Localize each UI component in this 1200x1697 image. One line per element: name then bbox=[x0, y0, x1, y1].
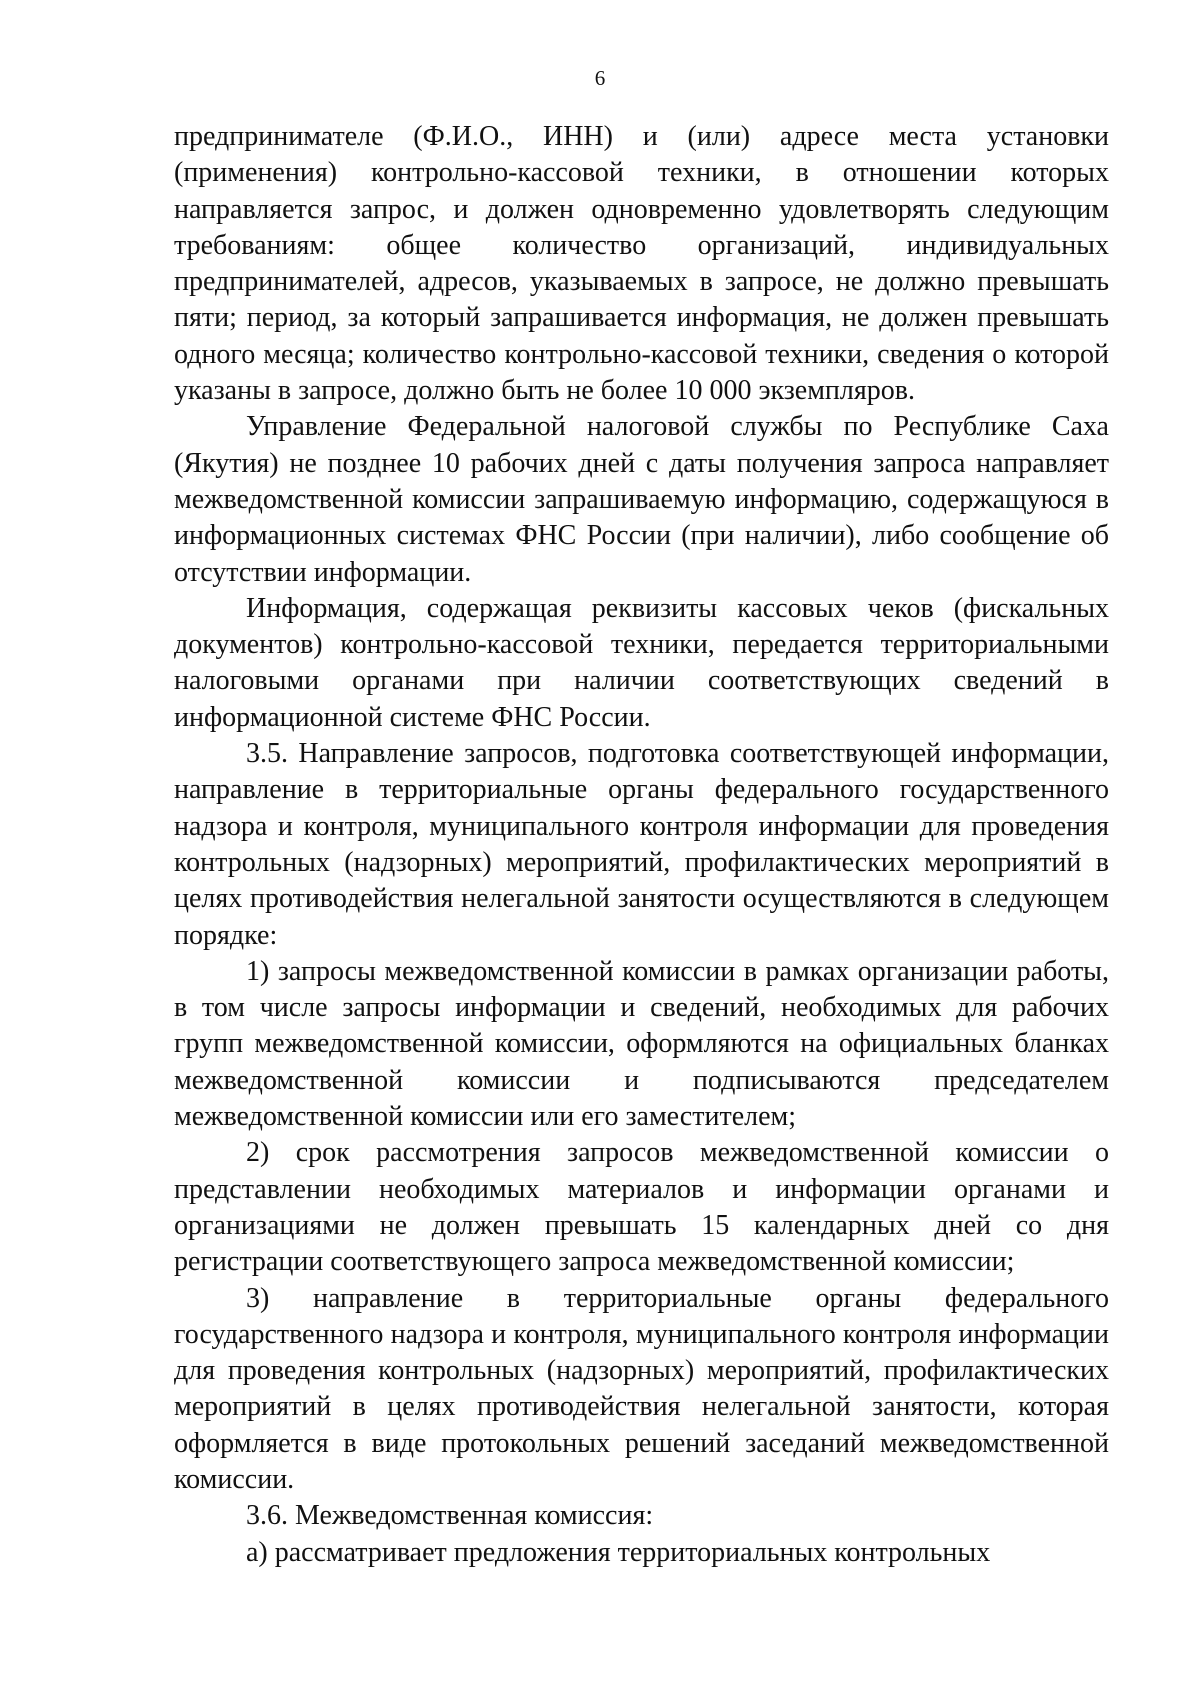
paragraph-receipt-details: Информация, содержащая реквизиты кассовых чеков (фискальных документов) контрольно-кассовой техники, передается территориальными налоговыми органами при наличии соответствующих сведений в информационной системе ФНС России. bbox=[174, 592, 1109, 733]
paragraph-section-3-5: 3.5. Направление запросов, подготовка соответствующей информации, направление в территориальные органы федерального государственного надзора и контроля, муниципального контроля информации для проведения контрольных (надзорных) мероприятий, профилактических мероприятий в целях противодействия нелегальной занятости осуществляются в следующем порядке: bbox=[174, 738, 1109, 951]
paragraph-item-a: а) рассматривает предложения территориальных контрольных bbox=[246, 1536, 991, 1568]
paragraph-request-requirements: предпринимателе (Ф.И.О., ИНН) и (или) адресе места установки (применения) контрольно-кассовой техники, в отношении которых направляется запрос, и должен одновременно удовлетворять следующим требованиям: общее количество организаций, индивидуальных предпринимателей, адресов, указываемых в запросе, не должно превышать пяти; период, за который запрашивается информация, не должен превышать одного месяца; количество контрольно-кассовой техники, сведения о которой указаны в запросе, должно быть не более 10 000 экземпляров. bbox=[174, 121, 1109, 407]
page-number: 6 bbox=[594, 66, 606, 90]
paragraph-item-2: 2) срок рассмотрения запросов межведомственной комиссии о представлении необходимых материалов и информации органами и организациями не должен превышать 15 календарных дней со дня регистрации соответствующего запроса межведомственной комиссии; bbox=[174, 1137, 1109, 1278]
paragraph-section-3-6: 3.6. Межведомственная комиссия: bbox=[246, 1500, 654, 1532]
document-body bbox=[174, 119, 1109, 1571]
paragraph-item-3: 3) направление в территориальные органы федерального государственного надзора и контроля, муниципального контроля информации для проведения контрольных (надзорных) мероприятий, профилактических мероприятий в целях противодействия нелегальной занятости, которая оформляется в виде протокольных решений заседаний межведомственной комиссии. bbox=[174, 1282, 1109, 1495]
paragraph-item-1: 1) запросы межведомственной комиссии в рамках организации работы, в том числе запросы информации и сведений, необходимых для рабочих групп межведомственной комиссии, оформляются на официальных бланках межведомственной комиссии и подписываются председателем межведомственной комиссии или его заместителем; bbox=[174, 955, 1109, 1133]
paragraph-fns-response: Управление Федеральной налоговой службы по Республике Саха (Якутия) не позднее 10 рабочих дней с даты получения запроса направляет межведомственной комиссии запрашиваемую информацию, содержащуюся в информационных системах ФНС России (при наличии), либо сообщение об отсутствии информации. bbox=[174, 411, 1109, 588]
